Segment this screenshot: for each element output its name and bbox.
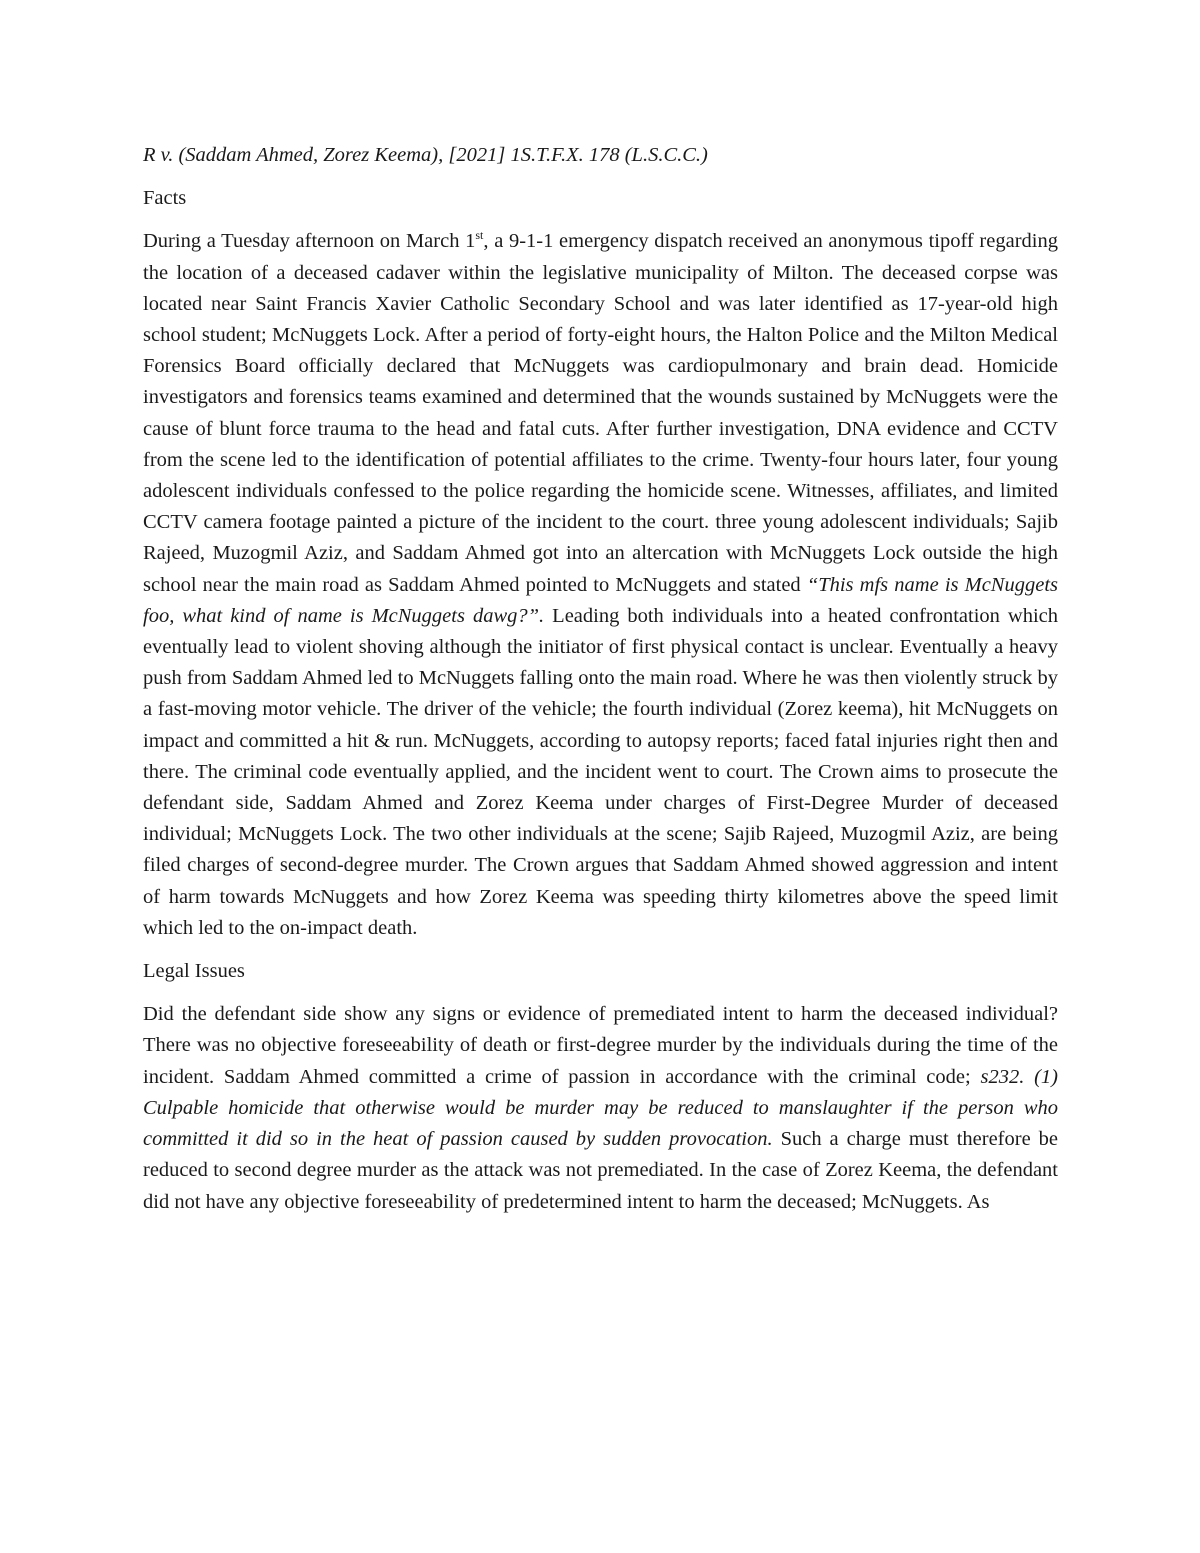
- issues-text-2: Such a charge must therefore be reduced to second degree murder as the attack was not premediated. In the case of Zorez Keema, the defendant did not have any objective foreseeability of predetermined intent to harm the deceased; McNuggets. As: [143, 1128, 1058, 1213]
- facts-quote: “This mfs name is McNuggets foo, what kind of name is McNuggets dawg?”.: [143, 573, 1058, 627]
- facts-text-1: During a Tuesday afternoon on March 1: [143, 230, 476, 253]
- case-citation: R v. (Saddam Ahmed, Zorez Keema), [2021] 1S.T.F.X. 178 (L.S.C.C.): [143, 144, 708, 166]
- facts-text-2: , a 9-1-1 emergency dispatch received an anonymous tipoff regarding the location of a deceased cadaver within the legislative municipality of Milton. The deceased corpse was located near Saint Francis Xavier Catholic Secondary School and was later identified as 17-year-old high school student; McNuggets Lock. After a period of forty-eight hours, the Halton Police and the Milton Medical Forensics Board officially declared that McNuggets was cardiopulmonary and brain dead. Homicide investigators and forensics teams examined and determined that the wounds sustained by McNuggets were the cause of blunt force trauma to the head and fatal cuts. After further investigation, DNA evidence and CCTV from the scene led to the identification of potential affiliates to the crime. Twenty-four hours later, four young adolescent individuals confessed to the police regarding the homicide scene. Witnesses, affiliates, and limited CCTV camera footage painted a picture of the incident to the court. three young adolescent individuals; Sajib Rajeed, Muzogmil Aziz, and Saddam Ahmed got into an altercation with McNuggets Lock outside the high school near the main road as Saddam Ahmed pointed to McNuggets and stated: [143, 230, 1058, 596]
- facts-heading: Facts: [143, 187, 187, 210]
- facts-paragraph: [143, 226, 1058, 944]
- facts-text-3: Leading both individuals into a heated confrontation which eventually lead to violent shoving although the initiator of first physical contact is unclear. Eventually a heavy push from Saddam Ahmed led to McNuggets falling onto the main road. Where he was then violently struck by a fast-moving motor vehicle. The driver of the vehicle; the fourth individual (Zorez keema), hit McNuggets on impact and committed a hit & run. McNuggets, according to autopsy reports; faced fatal injuries right then and there. The criminal code eventually applied, and the incident went to court. The Crown aims to prosecute the defendant side, Saddam Ahmed and Zorez Keema under charges of First-Degree Murder of deceased individual; McNuggets Lock. The two other individuals at the scene; Sajib Rajeed, Muzogmil Aziz, are being filed charges of second-degree murder. The Crown argues that Saddam Ahmed showed aggression and intent of harm towards McNuggets and how Zorez Keema was speeding thirty kilometres above the speed limit which led to the on-impact death.: [143, 604, 1059, 939]
- issues-text-1: Did the defendant side show any signs or evidence of premediated intent to harm the deceased individual? There was no objective foreseeability of death or first-degree murder by the individuals during the time of the incident. Saddam Ahmed committed a crime of passion in accordance with the criminal code;: [143, 1003, 1058, 1088]
- document-body: [143, 140, 1058, 1218]
- legal-issues-heading: Legal Issues: [143, 960, 245, 983]
- date-ordinal-suffix: st: [475, 228, 484, 243]
- criminal-code-quote: s232. (1) Culpable homicide that otherwise would be murder may be reduced to manslaughter if the person who committed it did so in the heat of passion caused by sudden provocation.: [143, 1065, 1058, 1151]
- legal-issues-paragraph: [143, 999, 1058, 1217]
